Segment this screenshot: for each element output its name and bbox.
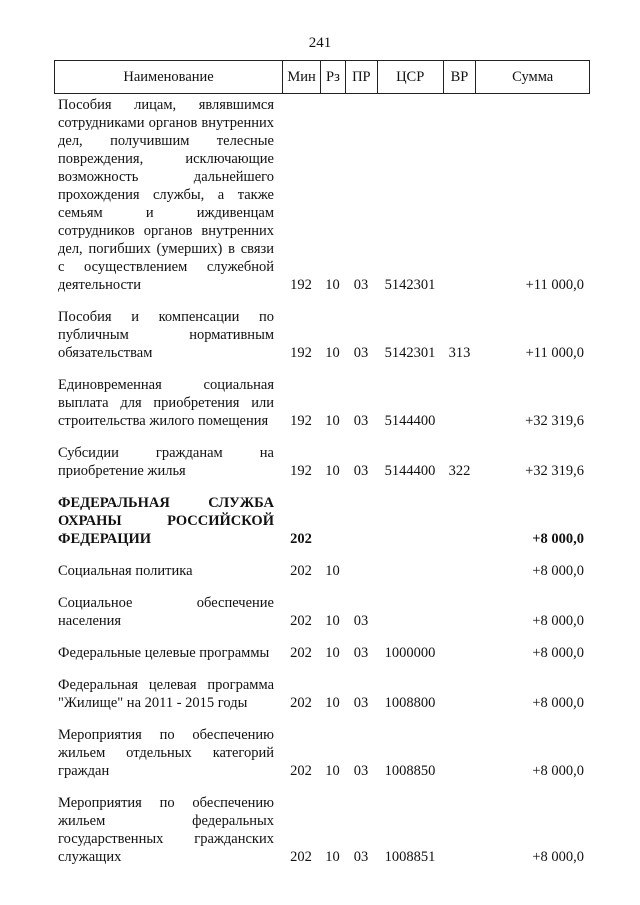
row-sum: +8 000,0: [532, 531, 584, 547]
column-header-csr: ЦСР: [377, 61, 443, 93]
row-name: Пособия и компенсации по публичным нормативным обязательствам: [58, 309, 274, 361]
table-row: [54, 308, 590, 362]
row-pr: 03: [353, 463, 369, 479]
row-pr: 03: [353, 849, 369, 865]
row-sum: +11 000,0: [525, 345, 584, 361]
row-pr: 03: [353, 613, 369, 629]
row-pr: 03: [353, 345, 369, 361]
row-csr: 5142301: [384, 345, 436, 361]
row-rz: 10: [325, 563, 340, 579]
row-name: Единовременная социальная выплата для приобретения или строительства жилого помещения: [58, 377, 274, 429]
row-name: Федеральные целевые программы: [58, 645, 270, 661]
row-pr: 03: [353, 413, 369, 429]
row-min: 192: [290, 277, 312, 293]
column-header-vr: ВР: [443, 61, 476, 93]
row-vr: 313: [448, 345, 471, 361]
row-rz: 10: [325, 613, 340, 629]
row-min: 202: [290, 645, 312, 661]
row-rz: 10: [325, 763, 340, 779]
row-sum: +32 319,6: [525, 413, 584, 429]
row-pr: 03: [353, 277, 369, 293]
row-csr: 5142301: [384, 277, 436, 293]
row-sum: +8 000,0: [532, 695, 584, 711]
page-number: 241: [308, 35, 332, 51]
table-body: [54, 96, 590, 880]
table-row: [54, 644, 590, 662]
row-name: Социальное обеспечение населения: [58, 595, 274, 629]
row-min: 202: [290, 695, 312, 711]
row-rz: 10: [325, 849, 340, 865]
row-min: 202: [290, 613, 312, 629]
table-row: [54, 376, 590, 430]
row-rz: 10: [325, 645, 340, 661]
table-row: [54, 594, 590, 630]
column-header-rz: Рз: [320, 61, 345, 93]
table-row: [54, 794, 590, 866]
row-csr: 1008800: [384, 695, 436, 711]
table-row: [54, 444, 590, 480]
row-sum: +11 000,0: [525, 277, 584, 293]
row-sum: +8 000,0: [532, 613, 584, 629]
row-sum: +8 000,0: [532, 645, 584, 661]
row-csr: 1008850: [384, 763, 436, 779]
row-name: Мероприятия по обеспечению жильем федеральных государственных гражданских служащих: [58, 795, 274, 865]
row-name: Мероприятия по обеспечению жильем отдельных категорий граждан: [58, 727, 274, 779]
row-rz: 10: [325, 695, 340, 711]
row-name: Субсидии гражданам на приобретение жилья: [58, 445, 274, 479]
row-rz: 10: [325, 413, 340, 429]
row-name: Федеральная целевая программа "Жилище" на 2011 - 2015 годы: [58, 677, 274, 711]
table-row: [54, 562, 590, 580]
row-min: 192: [290, 463, 312, 479]
row-name: Пособия лицам, являвшимся сотрудниками органов внутренних дел, получившим телесные повреждения, исключающие возможность дальнейшего прохождения службы, а также семьям и иждивенцам сотрудников органов внутренних дел, погибших (умерших) в связи с осуществлением служебной деятельности: [58, 97, 274, 293]
table-row: [54, 726, 590, 780]
row-name: ФЕДЕРАЛЬНАЯ СЛУЖБА ОХРАНЫ РОССИЙСКОЙ ФЕДЕРАЦИИ: [58, 495, 274, 547]
table-row: [54, 494, 590, 548]
row-min: 202: [290, 849, 312, 865]
row-min: 192: [290, 345, 312, 361]
column-header-pr: ПР: [345, 61, 377, 93]
table-header: [54, 60, 590, 94]
column-header-name: Наименование: [123, 68, 214, 85]
table-row: [54, 676, 590, 712]
row-pr: 03: [353, 695, 369, 711]
row-min: 192: [290, 413, 312, 429]
column-header-min: Мин: [282, 61, 320, 93]
row-csr: 5144400: [384, 413, 436, 429]
row-sum: +8 000,0: [532, 763, 584, 779]
row-pr: 03: [353, 763, 369, 779]
row-min: 202: [290, 563, 312, 579]
row-csr: 1000000: [384, 645, 436, 661]
row-sum: +32 319,6: [525, 463, 584, 479]
row-csr: 5144400: [384, 463, 436, 479]
row-min: 202: [290, 763, 312, 779]
row-name: Социальная политика: [58, 563, 193, 579]
row-rz: 10: [325, 345, 340, 361]
row-csr: 1008851: [384, 849, 436, 865]
row-sum: +8 000,0: [532, 563, 584, 579]
row-vr: 322: [448, 463, 471, 479]
row-pr: 03: [353, 645, 369, 661]
column-header-sum: Сумма: [475, 61, 589, 93]
row-min: 202: [290, 531, 312, 547]
table-row: [54, 96, 590, 294]
row-rz: 10: [325, 463, 340, 479]
row-rz: 10: [325, 277, 340, 293]
row-sum: +8 000,0: [532, 849, 584, 865]
